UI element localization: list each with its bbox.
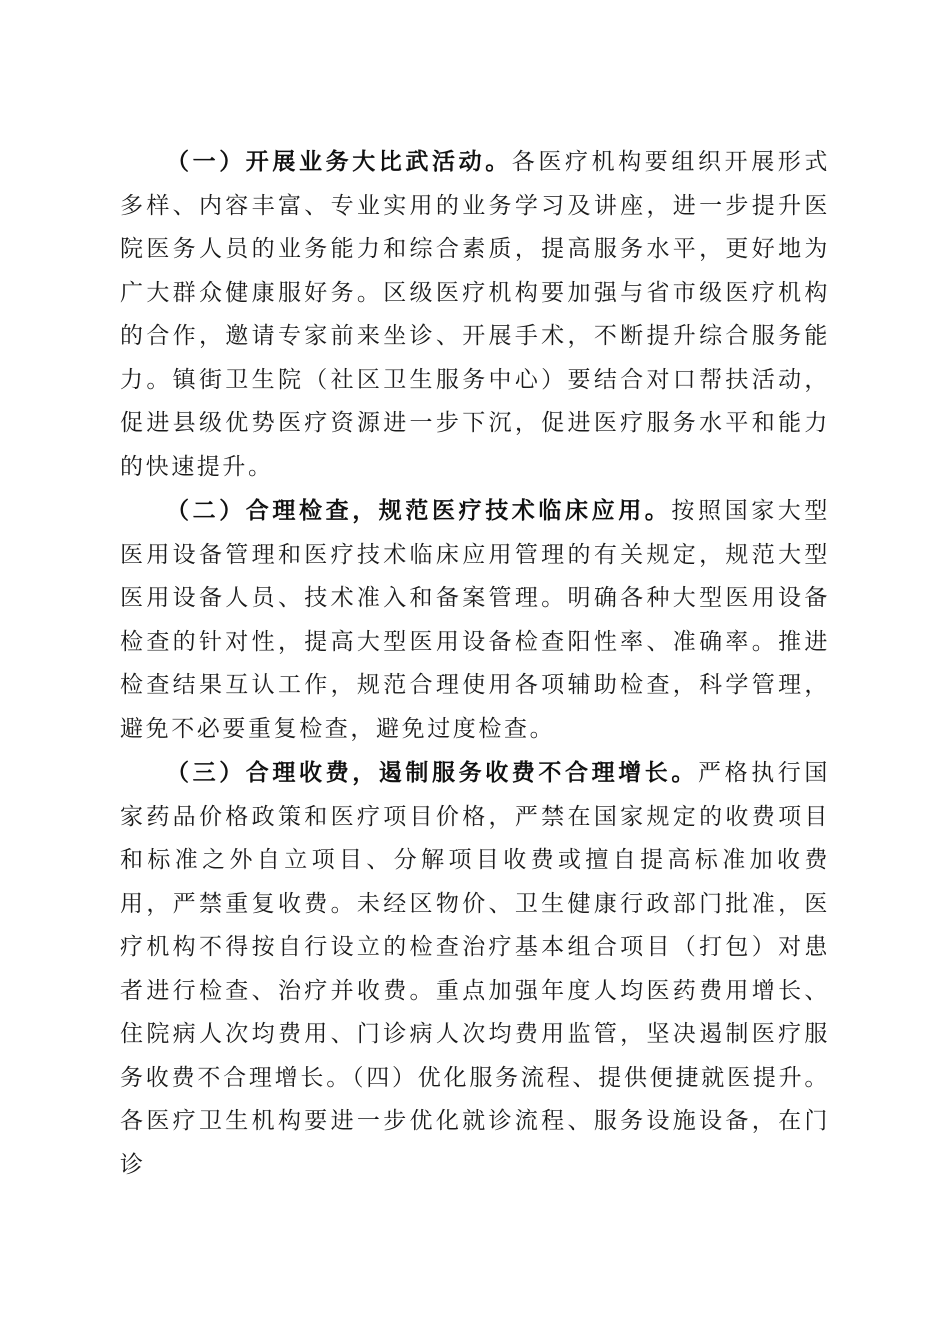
paragraph-2 xyxy=(120,489,830,751)
paragraph-1-heading: （一）开展业务大比武活动。 xyxy=(166,148,512,175)
document-body xyxy=(120,140,830,1187)
paragraph-1 xyxy=(120,140,830,489)
paragraph-3-text: 严格执行国家药品价格政策和医疗项目价格，严禁在国家规定的收费项目和标准之外自立项目、分解项目收费或擅自提高标准加收费用，严禁重复收费。未经区物价、卫生健康行政部门批准，医疗机构不得按自行设立的检查治疗基本组合项目（打包）对患者进行检查、治疗并收费。重点加强年度人均医药费用增长、住院病人次均费用、门诊病人次均费用监管，坚决遏制医疗服务收费不合理增长。（四）优化服务流程、提供便捷就医提升。各医疗卫生机构要进一步优化就诊流程、服务设施设备，在门诊 xyxy=(120,760,830,1178)
paragraph-2-heading: （二）合理检查，规范医疗技术临床应用。 xyxy=(166,497,672,524)
paragraph-3-heading: （三）合理收费，遏制服务收费不合理增长。 xyxy=(166,759,698,786)
paragraph-2-text: 按照国家大型医用设备管理和医疗技术临床应用管理的有关规定，规范大型医用设备人员、技术准入和备案管理。明确各种大型医用设备检查的针对性，提高大型医用设备检查阳性率、准确率。推进检查结果互认工作，规范合理使用各项辅助检查，科学管理，避免不必要重复检查，避免过度检查。 xyxy=(120,498,830,742)
paragraph-3 xyxy=(120,751,830,1187)
paragraph-1-text: 各医疗机构要组织开展形式多样、内容丰富、专业实用的业务学习及讲座，进一步提升医院医务人员的业务能力和综合素质，提高服务水平，更好地为广大群众健康服好务。区级医疗机构要加强与省市级医疗机构的合作，邀请专家前来坐诊、开展手术，不断提升综合服务能力。镇街卫生院（社区卫生服务中心）要结合对口帮扶活动，促进县级优势医疗资源进一步下沉，促进医疗服务水平和能力的快速提升。 xyxy=(120,149,830,480)
